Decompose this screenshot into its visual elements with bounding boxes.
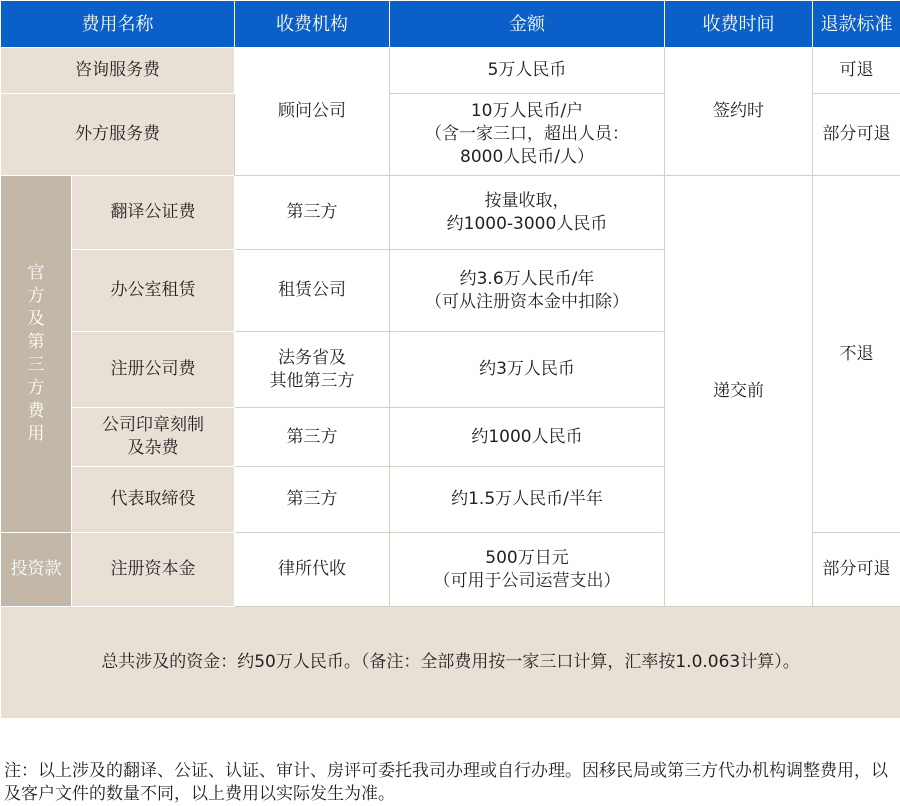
amount-line: 8000人民币/人） [460, 147, 594, 167]
header-fee-name: 费用名称 [1, 1, 235, 48]
amount-line: （含一家三口，超出人员： [425, 124, 629, 144]
fee-amount: 约1.5万人民币/半年 [390, 467, 665, 533]
fee-org: 租赁公司 [235, 250, 390, 332]
fee-time: 递交前 [665, 176, 813, 607]
name-line: 公司印章刻制 [102, 415, 204, 435]
fee-amount [390, 250, 665, 332]
table-row [1, 176, 900, 250]
amount-line: （可从注册资本金中扣除） [425, 291, 629, 312]
fee-org: 第三方 [235, 467, 390, 533]
fee-amount [390, 533, 665, 607]
fee-time: 签约时 [665, 48, 813, 176]
total-row [1, 607, 900, 719]
org-line: 其他第三方 [269, 370, 355, 391]
fee-refund: 部分可退 [813, 94, 900, 176]
amount-line: 约3.6万人民币/年 [459, 268, 595, 289]
fee-amount: 5万人民币 [390, 48, 665, 94]
fee-org: 律所代收 [235, 533, 390, 607]
amount-line: 10万人民币/户 [470, 101, 584, 121]
fee-name [72, 408, 235, 467]
fee-name: 外方服务费 [1, 94, 235, 176]
header-time: 收费时间 [665, 1, 813, 48]
fee-org [235, 332, 390, 408]
fee-name: 翻译公证费 [72, 176, 235, 250]
fee-name: 注册公司费 [72, 332, 235, 408]
footnote: 注：以上涉及的翻译、公证、认证、审计、房评可委托我司办理或自行办理。因移民局或第三方代办机构调整费用，以及客户文件的数量不同，以上费用以实际发生为准。 [4, 761, 888, 804]
fee-org: 第三方 [235, 408, 390, 467]
fee-org: 第三方 [235, 176, 390, 250]
amount-line: 500万日元 [485, 547, 569, 568]
fee-amount: 约1000人民币 [390, 408, 665, 467]
group-label-official: 官 方 及 第 三 方 费 用 [1, 176, 72, 533]
org-line: 法务省及 [278, 347, 346, 368]
fee-org: 顾问公司 [235, 48, 390, 176]
header-amount: 金额 [390, 1, 665, 48]
fee-name: 代表取缔役 [72, 467, 235, 533]
fee-name: 办公室租赁 [72, 250, 235, 332]
fee-refund: 不退 [813, 176, 900, 533]
name-line: 及杂费 [127, 438, 179, 458]
fee-name: 注册资本金 [72, 533, 235, 607]
table-row [1, 48, 900, 94]
amount-line: 按量收取， [484, 190, 570, 211]
fee-refund: 可退 [813, 48, 900, 94]
fee-amount [390, 176, 665, 250]
header-org: 收费机构 [235, 1, 390, 48]
fee-name: 咨询服务费 [1, 48, 235, 94]
fee-amount [390, 94, 665, 176]
table-header-row [1, 1, 900, 48]
amount-line: 约1000-3000人民币 [446, 213, 608, 234]
fee-amount: 约3万人民币 [390, 332, 665, 408]
group-label-investment: 投资款 [1, 533, 72, 607]
total-text: 总共涉及的资金：约50万人民币。（备注：全部费用按一家三口计算，汇率按1.0.063计算）。 [1, 607, 900, 719]
fee-refund: 部分可退 [813, 533, 900, 607]
amount-line: （可用于公司运营支出） [433, 570, 621, 591]
header-refund: 退款标准 [813, 1, 900, 48]
